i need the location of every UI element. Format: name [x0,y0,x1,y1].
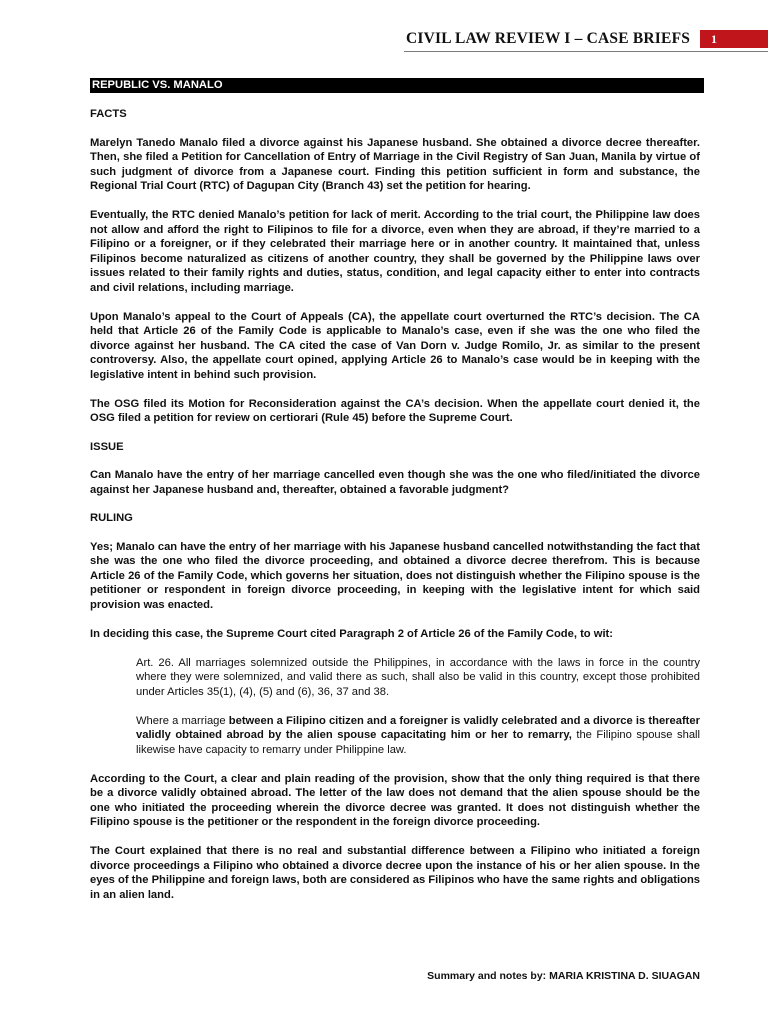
article-26-quote [136,656,700,758]
quote-paragraph: Art. 26. All marriages solemnized outside the Philippines, in accordance with the laws in force in the country where they were solemnized, and valid there as such, shall also be valid in this country, except those prohibited under Articles 35(1), (4), (5) and (6), 36, 37 and 38. [136,656,700,698]
quote-paragraph [136,714,700,758]
page-number-badge: 1 [700,30,768,48]
facts-paragraph: Marelyn Tanedo Manalo filed a divorce against his Japanese husband. She obtained a divorce decree thereafter. Then, she filed a Petition for Cancellation of Entry of Marriage in the Civil Registry of San Juan, Manila by virtue of such judgment of divorce from a Japanese court. Finding this petition sufficient in form and substance, the Regional Trial Court (RTC) of Dagupan City (Branch 43) set the petition for hearing. [90,136,700,192]
document-body [90,78,700,917]
ruling-paragraph: According to the Court, a clear and plain reading of the provision, show that the only thing required is that there be a divorce validly obtained abroad. The letter of the law does not demand that the alien spouse should be the one who initiated the proceeding wherein the divorce decree was granted. It does not distinguish whether the Filipino spouse is the petitioner or the respondent in the foreign divorce proceeding. [90,772,700,828]
ruling-paragraph: In deciding this case, the Supreme Court cited Paragraph 2 of Article 26 of the Family Code, to wit: [90,627,614,640]
header-divider [404,51,768,52]
issue-heading: ISSUE [90,440,124,453]
facts-heading: FACTS [90,108,127,120]
ruling-paragraph: The Court explained that there is no real and substantial difference between a Filipino who initiated a foreign divorce proceedings a Filipino who obtained a divorce decree upon the instance of his or her alien spouse. In the eyes of the Philippine and foreign laws, both are considered as Filipinos who have the same rights and obligations in an alien land. [90,845,700,901]
facts-paragraph: Upon Manalo’s appeal to the Court of Appeals (CA), the appellate court overturned the RTC’s decision. The CA held that Article 26 of the Family Code is applicable to Manalo’s case, even if she was the one who filed the divorce against her husband. The CA cited the case of Van Dorn v. Judge Romilo, Jr. as similar to the present controversy. Also, the appellate court opined, applying Article 26 to Manalo’s case would be in keeping with the legislative intent in behind such provision. [90,310,700,381]
document-title: CIVIL LAW REVIEW I – CASE BRIEFS [406,30,691,47]
facts-paragraph: The OSG filed its Motion for Reconsideration against the CA’s decision. When the appellate court denied it, the OSG filed a petition for review on certiorari (Rule 45) before the Supreme Court. [90,397,700,424]
page-footer [427,970,700,982]
page-header [406,28,690,50]
facts-paragraph: Eventually, the RTC denied Manalo’s petition for lack of merit. According to the trial court, the Philippine law does not allow and afford the right to Filipinos to file for a divorce, even when they are abroad, if they’re married to a Filipino or a foreigner, or if they celebrated their marriage here or in another country. It maintained that, unless Filipinos become naturalized as citizens of another country, they shall be governed by the Philippine laws over issues related to their family rights and duties, status, condition, and legal capacity either to enter into contracts and civil relations, including marriage. [90,209,700,294]
case-title: REPUBLIC VS. MANALO [90,78,704,93]
quote-emphasis: between a Filipino citizen and a foreigner is validly celebrated and a divorce is thereafter validly obtained abroad by the alien spouse capacitating him or her to remarry, [136,714,700,741]
ruling-paragraph: Yes; Manalo can have the entry of her marriage with his Japanese husband cancelled notwithstanding the fact that she was the one who filed the divorce proceeding, and obtained a divorce decree therefrom. This is because Article 26 of the Family Code, which governs her situation, does not distinguish whether the Filipino spouse is the petitioner or respondent in foreign divorce proceeding, in keeping with the legislative intent for which said provision was enacted. [90,540,700,611]
footer-author: MARIA KRISTINA D. SIUAGAN [549,970,700,982]
footer-prefix: Summary and notes by: [427,970,550,982]
quote-text: the Filipino spouse shall likewise have capacity to remarry under Philippine law. [136,729,701,756]
quote-text: Where a marriage [136,714,229,727]
ruling-heading: RULING [90,512,133,524]
issue-paragraph: Can Manalo have the entry of her marriage cancelled even though she was the one who filed/initiated the divorce against her Japanese husband and, thereafter, obtained a favorable judgment? [90,469,700,496]
